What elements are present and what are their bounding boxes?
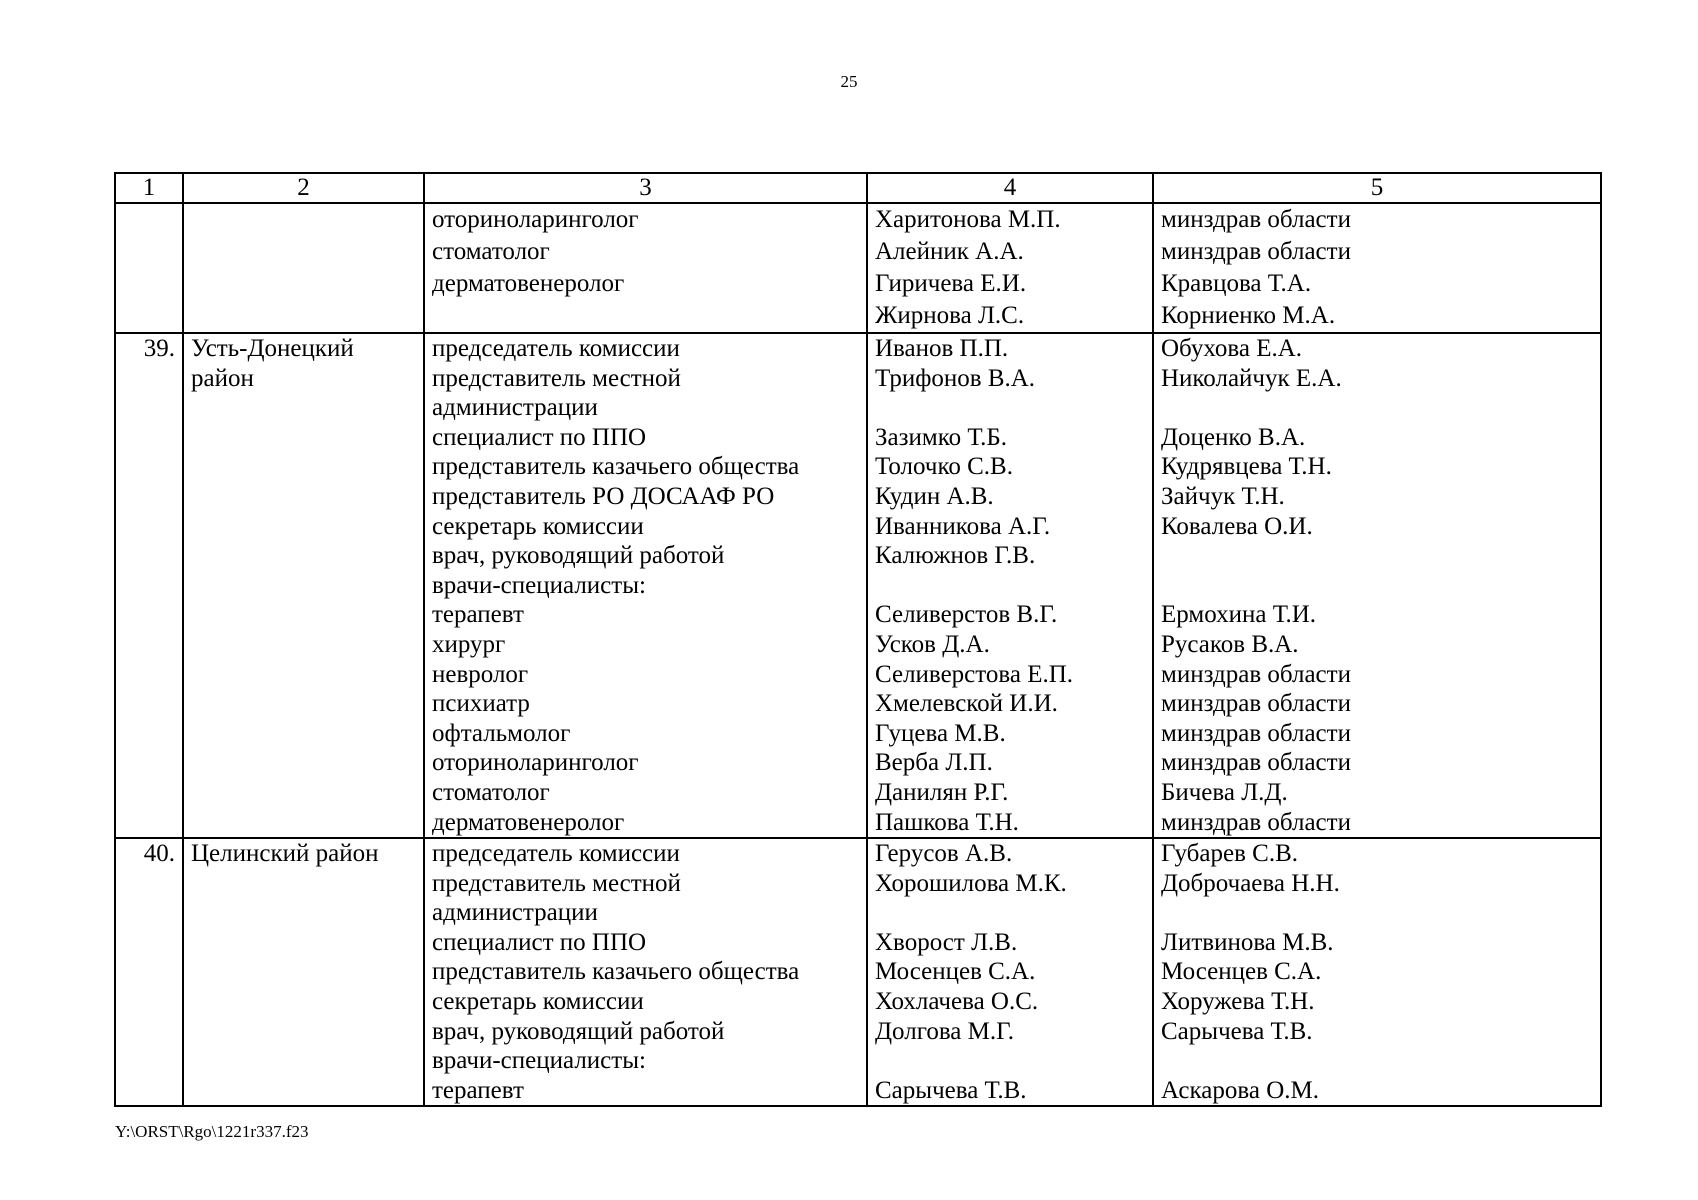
- role-cell-line: оториноларинголог: [432, 749, 639, 777]
- reserve-cell-line: Литвинова М.В.: [1161, 928, 1334, 956]
- column-header: 3: [424, 173, 867, 203]
- role-cell-line: оториноларинголог: [432, 206, 639, 233]
- role-cell-line: специалист по ППО: [432, 423, 647, 451]
- role-cell-line: секретарь комиссии: [432, 988, 644, 1016]
- column-header: 2: [183, 173, 424, 203]
- commission-table: [114, 172, 1602, 1107]
- district-cell-line: Усть-Донецкий: [191, 335, 354, 362]
- member-cell-line: Мосенцев С.А.: [875, 958, 1036, 986]
- table-row: [115, 333, 1601, 838]
- row-number: 39.: [115, 333, 183, 838]
- member-cell-line: Сарычева Т.В.: [875, 1076, 1027, 1104]
- role-cell: [424, 838, 867, 1106]
- reserve-cell-line: [1161, 1046, 1593, 1076]
- footer-file-path: Y:\ORST\Rgo\1221r337.f23: [115, 1122, 309, 1141]
- reserve-cell-line: Корниенко М.А.: [1161, 302, 1336, 329]
- member-cell-line: Толочко С.В.: [875, 453, 1013, 481]
- member-cell-line: Долгова М.Г.: [875, 1017, 1015, 1045]
- column-header: 4: [867, 173, 1153, 203]
- role-cell: [424, 203, 867, 333]
- role-cell-line: терапевт: [432, 601, 524, 629]
- role-cell: [424, 333, 867, 838]
- role-cell-line: представитель местной: [432, 869, 681, 897]
- member-cell: [867, 203, 1153, 333]
- member-cell-line: Иванов П.П.: [875, 335, 1009, 362]
- member-cell-line: Усков Д.А.: [875, 630, 990, 658]
- reserve-cell-line: Бичева Л.Д.: [1161, 778, 1288, 806]
- role-cell-line: [432, 300, 859, 332]
- reserve-cell-line: Хоружева Т.Н.: [1161, 988, 1315, 1016]
- role-cell-line: председатель комиссии: [432, 840, 680, 868]
- member-cell-line: Трифонов В.А.: [875, 364, 1036, 392]
- reserve-cell-line: [1161, 541, 1593, 571]
- reserve-cell: [1153, 838, 1601, 1106]
- member-cell-line: Харитонова М.П.: [875, 206, 1061, 233]
- role-cell-line: председатель комиссии: [432, 335, 680, 362]
- reserve-cell-line: [1161, 571, 1593, 601]
- reserve-cell-line: Зайчук Т.Н.: [1161, 482, 1285, 510]
- member-cell-line: Герусов А.В.: [875, 840, 1013, 868]
- reserve-cell-line: Сарычева Т.В.: [1161, 1017, 1313, 1045]
- member-cell-line: Верба Л.П.: [875, 749, 993, 777]
- role-cell-line: хирург: [432, 630, 506, 658]
- member-cell-line: Селиверстова Е.П.: [875, 660, 1074, 688]
- role-cell-line: секретарь комиссии: [432, 512, 644, 540]
- role-cell-line: психиатр: [432, 690, 530, 718]
- district-cell: [183, 333, 424, 838]
- role-cell-line: терапевт: [432, 1076, 524, 1104]
- member-cell-line: Иванникова А.Г.: [875, 512, 1051, 540]
- member-cell-line: Жирнова Л.С.: [875, 302, 1025, 329]
- reserve-cell-line: Русаков В.А.: [1161, 630, 1299, 658]
- district-cell: [183, 203, 424, 333]
- member-cell-line: Хорошилова М.К.: [875, 869, 1067, 897]
- table-row: [115, 838, 1601, 1106]
- reserve-cell-line: минздрав области: [1161, 690, 1351, 718]
- member-cell-line: Алейник А.А.: [875, 238, 1024, 265]
- member-cell: [867, 838, 1153, 1106]
- role-cell-line: стоматолог: [432, 238, 550, 265]
- member-cell-line: [875, 393, 1145, 423]
- column-number-row: [115, 173, 1601, 203]
- reserve-cell-line: Ермохина Т.И.: [1161, 601, 1317, 629]
- member-cell-line: Селиверстов В.Г.: [875, 601, 1058, 629]
- page-number: 25: [840, 72, 858, 91]
- column-header: 5: [1153, 173, 1601, 203]
- reserve-cell-line: Кудрявцева Т.Н.: [1161, 453, 1332, 481]
- member-cell-line: Хмелевской И.И.: [875, 690, 1058, 718]
- reserve-cell-line: Аскарова О.М.: [1161, 1076, 1319, 1104]
- role-cell-line: врачи-специалисты:: [432, 571, 646, 599]
- reserve-cell-line: Доброчаева Н.Н.: [1161, 869, 1340, 897]
- member-cell-line: Зазимко Т.Б.: [875, 423, 1007, 451]
- reserve-cell-line: минздрав области: [1161, 719, 1351, 747]
- column-header: 1: [115, 173, 183, 203]
- reserve-cell-line: Губарев С.В.: [1161, 840, 1298, 868]
- member-cell-line: Кудин А.В.: [875, 482, 994, 510]
- role-cell-line: стоматолог: [432, 778, 550, 806]
- member-cell-line: Пашкова Т.Н.: [875, 808, 1019, 836]
- reserve-cell: [1153, 333, 1601, 838]
- reserve-cell-line: [1161, 898, 1593, 928]
- member-cell-line: Гиричева Е.И.: [875, 270, 1027, 297]
- member-cell: [867, 333, 1153, 838]
- district-cell-line: Целинский район: [191, 840, 379, 868]
- reserve-cell: [1153, 203, 1601, 333]
- reserve-cell-line: минздрав области: [1161, 660, 1351, 688]
- reserve-cell-line: Кравцова Т.А.: [1161, 270, 1312, 297]
- role-cell-line: врачи-специалисты:: [432, 1047, 646, 1075]
- reserve-cell-line: Обухова Е.А.: [1161, 335, 1303, 362]
- role-cell-line: врач, руководящий работой: [432, 1017, 725, 1045]
- member-cell-line: Калюжнов Г.В.: [875, 542, 1036, 570]
- member-cell-line: Хохлачева О.С.: [875, 988, 1039, 1016]
- role-cell-line: дерматовенеролог: [432, 808, 625, 836]
- reserve-cell-line: [1161, 393, 1593, 423]
- member-cell-line: Гуцева М.В.: [875, 719, 1006, 747]
- role-cell-line: врач, руководящий работой: [432, 542, 725, 570]
- member-cell-line: [875, 1046, 1145, 1076]
- district-cell-line: район: [191, 364, 254, 392]
- role-cell-line: администрации: [432, 394, 598, 422]
- reserve-cell-line: минздрав области: [1161, 206, 1351, 233]
- member-cell-line: [875, 898, 1145, 928]
- role-cell-line: дерматовенеролог: [432, 270, 625, 297]
- table-row: [115, 203, 1601, 333]
- role-cell-line: невролог: [432, 660, 529, 688]
- row-number: 40.: [115, 838, 183, 1106]
- member-cell-line: [875, 571, 1145, 601]
- role-cell-line: представитель местной: [432, 364, 681, 392]
- role-cell-line: представитель РО ДОСААФ РО: [432, 482, 775, 510]
- reserve-cell-line: Николайчук Е.А.: [1161, 364, 1342, 392]
- reserve-cell-line: Ковалева О.И.: [1161, 512, 1313, 540]
- district-cell: [183, 838, 424, 1106]
- reserve-cell-line: минздрав области: [1161, 808, 1351, 836]
- role-cell-line: специалист по ППО: [432, 928, 647, 956]
- reserve-cell-line: Доценко В.А.: [1161, 423, 1306, 451]
- number-cell: [115, 203, 183, 333]
- role-cell-line: представитель казачьего общества: [432, 958, 800, 986]
- reserve-cell-line: минздрав области: [1161, 238, 1351, 265]
- role-cell-line: представитель казачьего общества: [432, 453, 800, 481]
- member-cell-line: Данилян Р.Г.: [875, 778, 1009, 806]
- role-cell-line: администрации: [432, 899, 598, 927]
- reserve-cell-line: Мосенцев С.А.: [1161, 958, 1322, 986]
- reserve-cell-line: минздрав области: [1161, 749, 1351, 777]
- role-cell-line: офтальмолог: [432, 719, 571, 747]
- member-cell-line: Хворост Л.В.: [875, 928, 1018, 956]
